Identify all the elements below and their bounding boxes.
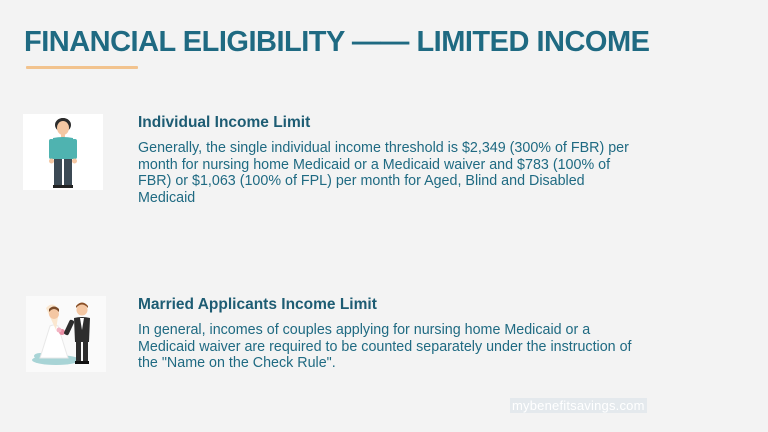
section-heading: Married Applicants Income Limit — [138, 296, 377, 313]
section-individual-income — [138, 114, 638, 206]
section-heading: Individual Income Limit — [138, 114, 311, 131]
section-body: In general, incomes of couples applying for nursing home Medicaid or a Medicaid waiver are required to be counted separately under the instruction of the "Name on the Check Rule". — [138, 322, 632, 371]
section-body: Generally, the single individual income threshold is $2,349 (300% of FBR) per month for nursing home Medicaid or a Medicaid waiver and $783 (100% of FBR) or $1,063 (100% of FPL) per month for Aged, Blind and Disabled Medicaid — [138, 140, 629, 206]
watermark: mybenefitsavings.com — [512, 398, 645, 413]
title-accent-bar — [26, 66, 138, 69]
section-married-income — [138, 296, 638, 372]
slide-title: FINANCIAL ELIGIBILITY —— LIMITED INCOME — [24, 26, 650, 58]
couple-icon — [26, 296, 106, 372]
person-icon — [23, 114, 103, 190]
